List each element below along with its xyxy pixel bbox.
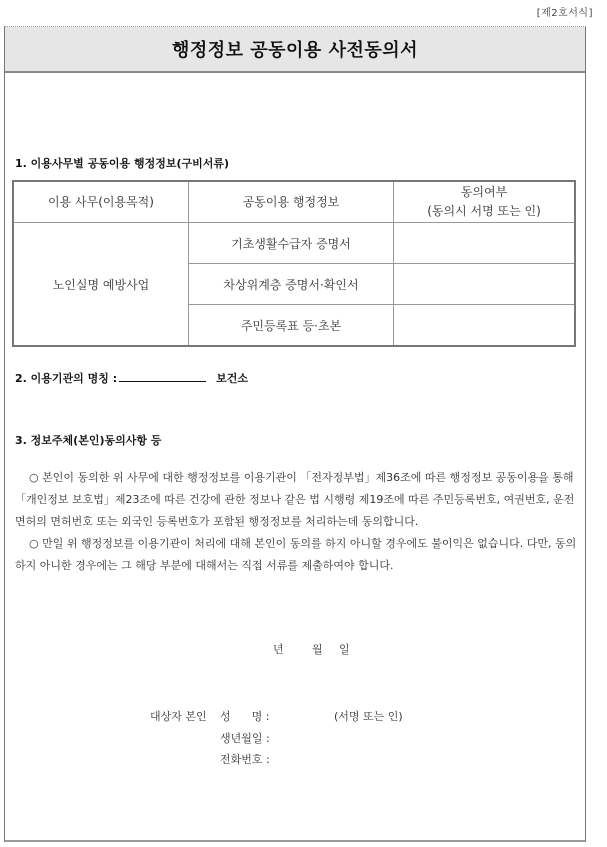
- consent-sign-cell[interactable]: [394, 223, 576, 264]
- section2-suffix: 보건소: [216, 372, 248, 385]
- purpose-cell: 노인실명 예방사업: [13, 223, 189, 347]
- date-year: 년: [273, 643, 284, 656]
- header-consent-line2: (동의시 서명 또는 인): [427, 204, 541, 218]
- form-number: [제2호서식]: [536, 8, 593, 19]
- name-label: 성 명 :: [220, 710, 270, 723]
- consent-paragraph-2: ○ 만일 위 행정정보를 이용기관이 처리에 대해 본인이 동의를 하지 아니할 경우에도 불이익은 없습니다. 다만, 동의하지 아니한 경우에는 그 해당 부분에 대해서는 직접 서류를 제출하여야 합니다.: [15, 537, 577, 572]
- shared-info-table: [12, 180, 576, 347]
- header-info: 공동이용 행정정보: [189, 181, 394, 223]
- header-purpose: 이용 사무(이용목적): [13, 181, 189, 223]
- date-month: 월: [312, 643, 323, 656]
- info-cell: 주민등록표 등·초본: [189, 305, 394, 347]
- consent-sign-cell[interactable]: [394, 264, 576, 305]
- signature-note: (서명 또는 인): [334, 710, 403, 723]
- info-cell: 차상위계층 증명서·확인서: [189, 264, 394, 305]
- info-cell: 기초생활수급자 증명서: [189, 223, 394, 264]
- page-title: 행정정보 공동이용 사전동의서: [171, 40, 419, 61]
- birthdate-label: 생년월일 :: [220, 732, 270, 745]
- section2-label: 2. 이용기관의 명칭 :: [15, 372, 118, 385]
- form-container: [4, 26, 586, 842]
- subject-label: 대상자 본인: [150, 710, 207, 723]
- section2-line: [15, 370, 248, 386]
- consent-sign-cell[interactable]: [394, 305, 576, 347]
- header-consent: [394, 181, 576, 223]
- table-row: [13, 223, 575, 264]
- consent-paragraph-1: ○ 본인이 동의한 위 사무에 대한 행정정보를 이용기관이 「전자정부법」제36조에 따른 행정정보 공동이용을 통해 「개인정보 보호법」제23조에 따른 건강에 관한 정보나 같은 법 시행령 제19조에 따른 주민등록번호, 여권번호, 운전면허의 면허번호 또는 외국인 등록번호가 포함된 행정정보를 처리하는데 동의합니다.: [15, 471, 575, 528]
- table-header-row: [13, 181, 575, 223]
- phone-label: 전화번호 :: [220, 753, 270, 766]
- date-day: 일: [339, 643, 350, 656]
- section3-heading: 3. 정보주체(본인)동의사항 등: [15, 434, 162, 447]
- title-bar: [5, 27, 585, 73]
- header-consent-line1: 동의여부: [460, 185, 508, 199]
- section1-heading: 1. 이용사무별 공동이용 행정정보(구비서류): [15, 157, 230, 170]
- agency-name-field[interactable]: [119, 370, 206, 382]
- consent-text: [15, 467, 579, 577]
